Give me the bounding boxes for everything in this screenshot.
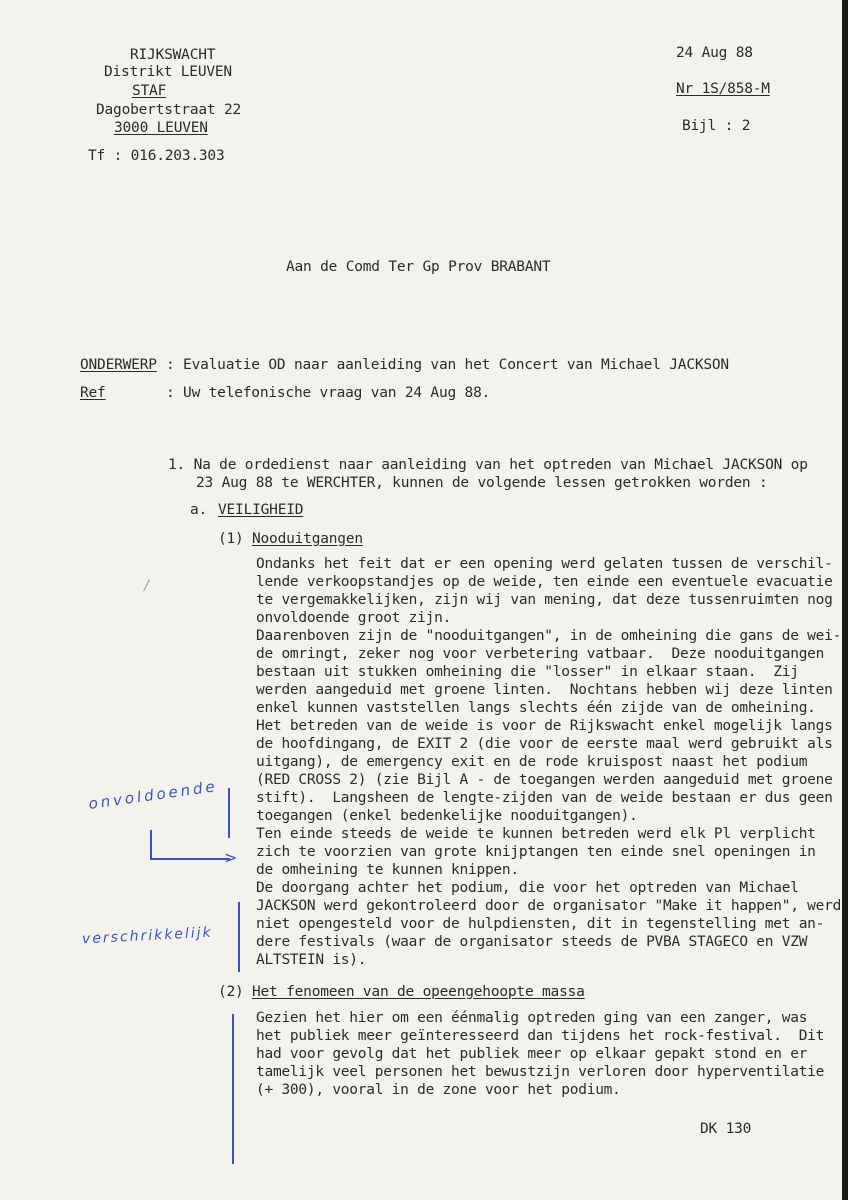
point1-line1: 1. Na de ordedienst naar aanleiding van het optreden van Michael JACKSON op: [168, 457, 808, 473]
subject-label: ONDERWERP: [80, 357, 157, 373]
scan-edge: [842, 0, 848, 1200]
sub1-line: toegangen (enkel bedenkelijke nooduitgangen).: [256, 808, 638, 824]
ink-arrow-stroke: [150, 858, 230, 860]
subject-text: : Evaluatie OD naar aanleiding van het Concert van Michael JACKSON: [166, 357, 729, 373]
sub1-line: te vergemakkelijken, zijn wij van mening, dat deze tussenruimten nog: [256, 592, 833, 608]
city-address: 3000 LEUVEN: [114, 120, 208, 136]
point1-line2: 23 Aug 88 te WERCHTER, kunnen de volgende lessen getrokken worden :: [196, 475, 768, 491]
attachment-number: Bijl : 2: [682, 118, 751, 134]
sub1-line: stift). Langsheen de lengte-zijden van de weide bestaan er dus geen: [256, 790, 833, 806]
district-name: Distrikt LEUVEN: [104, 64, 232, 80]
footer-code: DK 130: [700, 1121, 752, 1137]
sub1-line: dere festivals (waar de organisator steeds de PVBA STAGECO en VZW: [256, 934, 808, 950]
sub1-line: De doorgang achter het podium, die voor het optreden van Michael: [256, 880, 799, 896]
sub1-line: bestaan uit stukken omheining die "losser" in elkaar staan. Zij: [256, 664, 799, 680]
section-a-title: VEILIGHEID: [218, 502, 304, 518]
sub1-line: JACKSON werd gekontroleerd door de organisator "Make it happen", werd: [256, 898, 842, 914]
sub2-number: (2): [218, 984, 244, 1000]
sub1-line: de hoofdingang, de EXIT 2 (die voor de eerste maal werd gebruikt als: [256, 736, 833, 752]
sub1-title: Nooduitgangen: [252, 531, 363, 547]
sub2-line: het publiek meer geïnteresseerd dan tijdens het rock-festival. Dit: [256, 1028, 825, 1044]
ink-bracket-stroke: [150, 830, 152, 860]
sub2-title: Het fenomeen van de opeengehoopte massa: [252, 984, 585, 1000]
staf-label: STAF: [132, 83, 167, 99]
phone-number: Tf : 016.203.303: [88, 148, 225, 164]
sub2-line: had voor gevolg dat het publiek meer op elkaar gepakt stond en er: [256, 1046, 808, 1062]
sub1-line: enkel kunnen vaststellen langs slechts één zijde van de omheining.: [256, 700, 816, 716]
sub1-line: onvoldoende groot zijn.: [256, 610, 452, 626]
sub2-line: tamelijk veel personen het bewustzijn verloren door hyperventilatie: [256, 1064, 825, 1080]
pencil-mark-icon: /: [144, 578, 149, 594]
ref-label: Ref: [80, 385, 106, 401]
ink-vertical-stroke-3: [232, 1014, 234, 1164]
document-date: 24 Aug 88: [676, 45, 753, 61]
sub1-line: ALTSTEIN is).: [256, 952, 367, 968]
sub1-line: lende verkoopstandjes op de weide, ten einde een eventuele evacuatie: [256, 574, 833, 590]
org-name: RIJKSWACHT: [130, 47, 216, 63]
sub1-line: de omheining te kunnen knippen.: [256, 862, 519, 878]
sub1-line: Ten einde steeds de weide te kunnen betreden werd elk Pl verplicht: [256, 826, 816, 842]
sub1-line: de omringt, zeker nog voor verbetering vatbaar. Deze nooduitgangen: [256, 646, 825, 662]
arrow-head-icon: >: [224, 848, 238, 867]
sub1-line: Het betreden van de weide is voor de Rijkswacht enkel mogelijk langs: [256, 718, 833, 734]
ink-vertical-stroke: [228, 788, 230, 838]
sub2-line: (+ 300), vooral in de zone voor het podium.: [256, 1082, 621, 1098]
sub2-line: Gezien het hier om een éénmalig optreden ging van een zanger, was: [256, 1010, 808, 1026]
sub1-line: werden aangeduid met groene linten. Nochtans hebben wij deze linten: [256, 682, 833, 698]
margin-note-2: verschrikkelijk: [81, 924, 214, 948]
sub1-number: (1): [218, 531, 244, 547]
section-a-prefix: a.: [190, 502, 208, 518]
sub1-line: zich te voorzien van grote knijptangen ten einde snel openingen in: [256, 844, 816, 860]
ref-text: : Uw telefonische vraag van 24 Aug 88.: [166, 385, 491, 401]
sub1-line: (RED CROSS 2) (zie Bijl A - de toegangen werden aangeduid met groene: [256, 772, 833, 788]
street-address: Dagobertstraat 22: [96, 102, 242, 118]
ink-vertical-stroke-2: [238, 902, 240, 972]
sub1-line: Ondanks het feit dat er een opening werd gelaten tussen de verschil-: [256, 556, 833, 572]
sub1-line: Daarenboven zijn de "nooduitgangen", in de omheining die gans de wei-: [256, 628, 842, 644]
sub1-line: uitgang), de emergency exit en de rode kruispost naast het podium: [256, 754, 808, 770]
margin-note-1: onvoldoende: [87, 777, 219, 813]
addressee: Aan de Comd Ter Gp Prov BRABANT: [286, 259, 551, 275]
reference-number: Nr 1S/858-M: [676, 81, 770, 97]
sub1-line: niet opengesteld voor de hulpdiensten, dit in tegenstelling met an-: [256, 916, 825, 932]
